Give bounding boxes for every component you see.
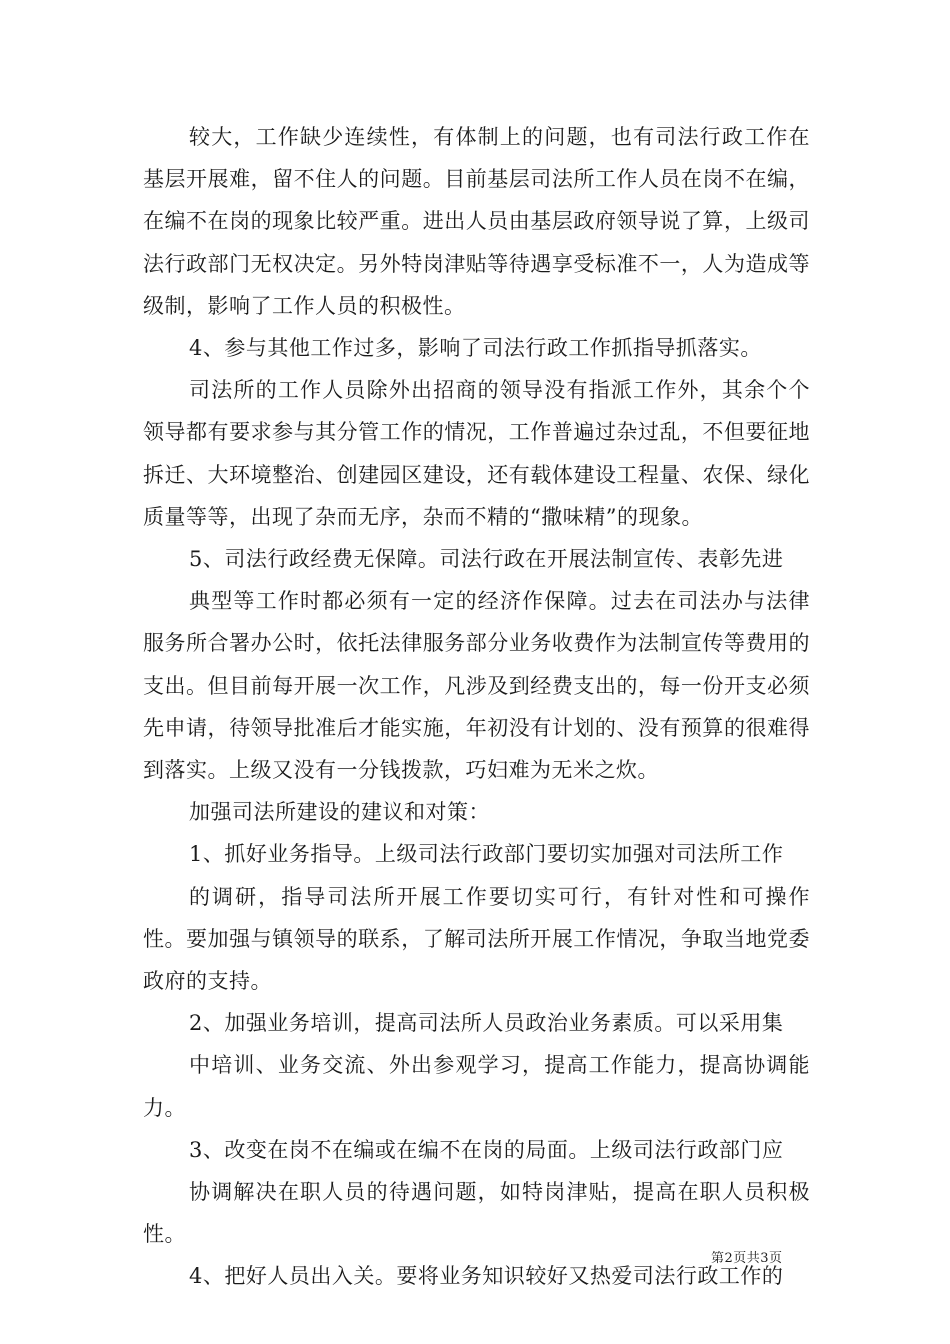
paragraph-suggestions-heading: 加强司法所建设的建议和对策： xyxy=(189,800,490,825)
paragraph-staffing-issues: 较大，工作缺少连续性，有体制上的问题，也有司法行政工作在基层开展难，留不住人的问题。目前基层司法所工作人员在岗不在编，在编不在岗的现象比较严重。进出人员由基层政府领导说了算，上级司法行政部门无权决定。另外特岗津贴等待遇享受标准不一，人为造成等级制，影响了工作人员的积极性。 xyxy=(143,125,810,318)
paragraph-suggestion-1-body: 的调研，指导司法所开展工作要切实可行，有针对性和可操作性。要加强与镇领导的联系，了解司法所开展工作情况，争取当地党委政府的支持。 xyxy=(143,884,810,994)
paragraph-funding: 典型等工作时都必须有一定的经济作保障。过去在司法办与法律服务所合署办公时，依托法律服务部分业务收费作为法制宣传等费用的支出。但目前每开展一次工作，凡涉及到经费支出的，每一份开支必须先申请，待领导批准后才能实施，年初没有计划的、没有预算的很难得到落实。上级又没有一分钱拨款，巧妇难为无米之炊。 xyxy=(143,589,810,783)
paragraph-suggestion-2-heading: 2、加强业务培训，提高司法所人员政治业务素质。可以采用集 xyxy=(189,1011,784,1036)
paragraph-other-work: 司法所的工作人员除外出招商的领导没有指派工作外，其余个个领导都有要求参与其分管工作的情况，工作普遍过杂过乱，不但要征地拆迁、大环境整治、创建园区建设，还有载体建设工程量、农保、绿化质量等等，出现了杂而无序，杂而不精的“撒味精”的现象。 xyxy=(143,378,810,529)
paragraph-suggestion-1-heading: 1、抓好业务指导。上级司法行政部门要切实加强对司法所工作 xyxy=(189,842,784,867)
paragraph-suggestion-3-heading: 3、改变在岗不在编或在编不在岗的局面。上级司法行政部门应 xyxy=(189,1137,784,1162)
document-body xyxy=(143,116,810,1298)
paragraph-item-4-heading: 4、参与其他工作过多，影响了司法行政工作抓指导抓落实。 xyxy=(189,336,762,361)
page-number-footer: 第2页共3页 xyxy=(711,1251,783,1266)
paragraph-suggestion-4-heading: 4、把好人员出入关。要将业务知识较好又热爱司法行政工作的 xyxy=(189,1264,784,1289)
paragraph-suggestion-3-body: 协调解决在职人员的待遇问题，如特岗津贴，提高在职人员积极性。 xyxy=(143,1180,810,1247)
paragraph-item-5-heading: 5、司法行政经费无保障。司法行政在开展法制宣传、表彰先进 xyxy=(189,547,784,572)
paragraph-suggestion-2-body: 中培训、业务交流、外出参观学习，提高工作能力，提高协调能力。 xyxy=(143,1053,810,1120)
